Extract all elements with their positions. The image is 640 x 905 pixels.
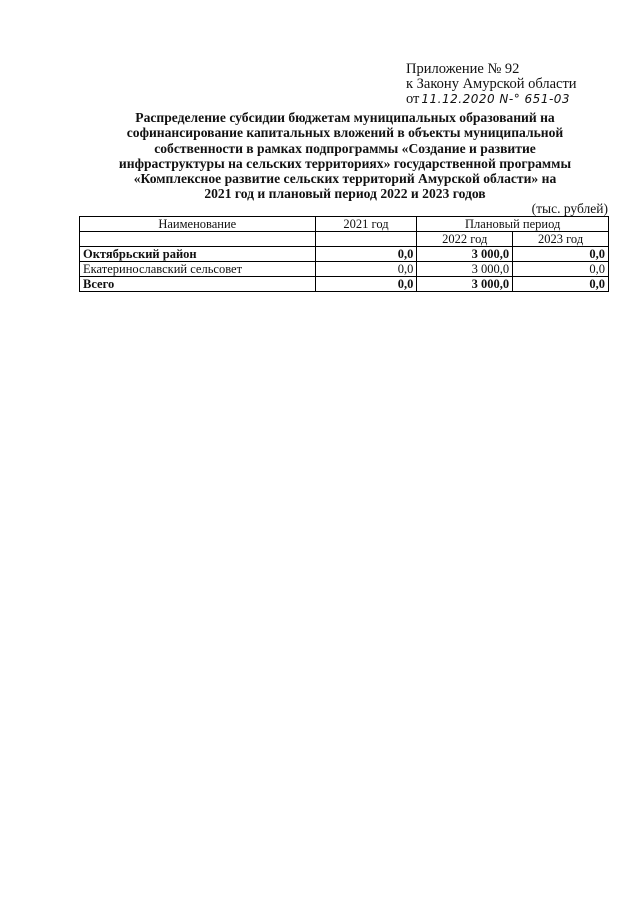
appendix-date-prefix: от xyxy=(406,91,420,107)
header-2022: 2022 год xyxy=(417,232,513,247)
row-2022: 3 000,0 xyxy=(417,262,513,277)
row-2022: 3 000,0 xyxy=(417,277,513,292)
table-subheader-row xyxy=(80,232,609,247)
row-name: Екатеринославский сельсовет xyxy=(80,262,316,277)
row-2022: 3 000,0 xyxy=(417,247,513,262)
row-2023: 0,0 xyxy=(513,262,609,277)
header-2023: 2023 год xyxy=(513,232,609,247)
table-total-row xyxy=(80,277,609,292)
row-2021: 0,0 xyxy=(315,247,417,262)
row-name: Всего xyxy=(80,277,316,292)
row-name: Октябрьский район xyxy=(80,247,316,262)
subsidy-table xyxy=(79,216,609,292)
title-line: 2021 год и плановый период 2022 и 2023 годов xyxy=(204,186,486,202)
document-title xyxy=(80,110,610,202)
header-planned-period: Плановый период xyxy=(417,217,609,232)
header-empty-cell xyxy=(80,232,316,247)
row-2023: 0,0 xyxy=(513,247,609,262)
table-header-row xyxy=(80,217,609,232)
handwritten-date-number: 11.12.2020 N-° 651-03 xyxy=(421,92,571,106)
appendix-date-line xyxy=(406,92,577,107)
table-row xyxy=(80,262,609,277)
units-label: (тыс. рублей) xyxy=(531,201,608,216)
row-2021: 0,0 xyxy=(315,262,417,277)
appendix-law-ref: к Закону Амурской области xyxy=(406,76,577,92)
appendix-block xyxy=(406,62,577,107)
title-line: собственности в рамках подпрограммы «Создание и развитие xyxy=(154,140,536,156)
title-line: Распределение субсидии бюджетам муниципальных образований на xyxy=(135,110,555,125)
title-line: «Комплексное развитие сельских территорий Амурской области» на xyxy=(133,171,557,187)
row-2021: 0,0 xyxy=(315,277,417,292)
title-line: софинансирование капитальных вложений в объекты муниципальной xyxy=(126,125,564,141)
table-row xyxy=(80,247,609,262)
title-line: инфраструктуры на сельских территориях» государственной программы xyxy=(118,155,572,171)
row-2023: 0,0 xyxy=(513,277,609,292)
header-empty-cell xyxy=(315,232,417,247)
header-name: Наименование xyxy=(80,217,316,232)
header-2021: 2021 год xyxy=(315,217,417,232)
appendix-number: Приложение № 92 xyxy=(406,61,520,77)
